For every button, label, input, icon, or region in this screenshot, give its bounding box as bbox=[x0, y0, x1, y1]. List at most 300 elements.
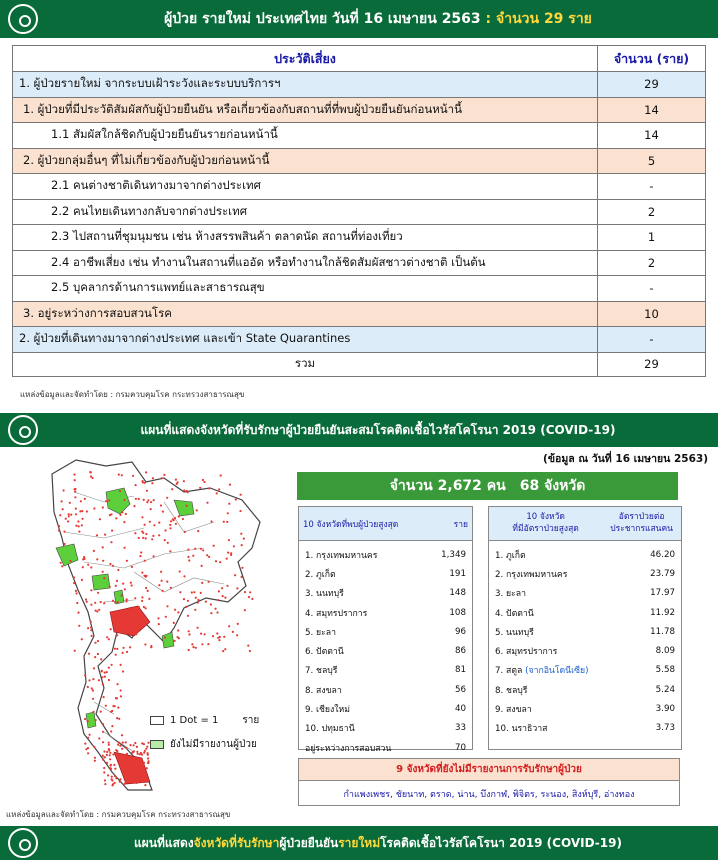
case-dot bbox=[89, 734, 91, 736]
case-dot bbox=[132, 622, 134, 624]
case-dot bbox=[145, 537, 147, 539]
case-dot bbox=[93, 550, 95, 552]
list-item bbox=[305, 641, 466, 660]
case-dot bbox=[135, 633, 137, 635]
total-label: รวม bbox=[13, 352, 598, 376]
case-dot bbox=[162, 590, 164, 592]
case-dot bbox=[113, 764, 115, 766]
case-dot bbox=[93, 507, 95, 509]
case-dot bbox=[92, 689, 94, 691]
footer-part4: รายใหม่ bbox=[338, 835, 381, 850]
legend-dot-unit: ราย bbox=[242, 715, 260, 726]
case-dot bbox=[76, 592, 78, 594]
list-item bbox=[495, 564, 675, 583]
list-item-name: 7. ชลบุรี bbox=[305, 666, 338, 677]
case-dot bbox=[97, 653, 99, 655]
case-dot bbox=[153, 524, 155, 526]
row-label: 2.2 คนไทยเดินทางกลับจากต่างประเทศ bbox=[13, 199, 598, 225]
row-value: - bbox=[598, 327, 706, 353]
case-dot bbox=[98, 737, 100, 739]
case-dot bbox=[216, 632, 218, 634]
case-dot bbox=[129, 646, 131, 648]
case-dot bbox=[172, 518, 174, 520]
case-dot bbox=[109, 563, 111, 565]
case-dot bbox=[123, 647, 125, 649]
case-dot bbox=[129, 775, 131, 777]
case-dot bbox=[102, 506, 104, 508]
case-dot bbox=[197, 530, 199, 532]
case-dot bbox=[120, 664, 122, 666]
case-dot bbox=[104, 676, 106, 678]
case-dot bbox=[87, 564, 89, 566]
case-dot bbox=[162, 511, 164, 513]
case-dot bbox=[201, 643, 203, 645]
case-dot bbox=[195, 597, 197, 599]
total-row bbox=[13, 352, 706, 376]
case-dot bbox=[106, 754, 108, 756]
legend-green-label: ยังไม่มีรายงานผู้ป่วย bbox=[170, 739, 257, 750]
case-dot bbox=[87, 737, 89, 739]
case-dot bbox=[78, 525, 80, 527]
table-row bbox=[13, 97, 706, 123]
case-dot bbox=[145, 748, 147, 750]
row-label: 2. ผู้ป่วยกลุ่มอื่นๆ ที่ไม่เกี่ยวข้องกับผู้ป่วยก่อนหน้านี้ bbox=[13, 148, 598, 174]
case-dot bbox=[134, 742, 136, 744]
case-dot bbox=[102, 759, 104, 761]
case-dot bbox=[203, 481, 205, 483]
list-item-name: 2. ภูเก็ต bbox=[305, 569, 336, 580]
case-dot bbox=[114, 601, 116, 603]
case-dot bbox=[177, 611, 179, 613]
case-dot bbox=[110, 541, 112, 543]
case-dot bbox=[100, 711, 102, 713]
case-dot bbox=[188, 559, 190, 561]
missing-provinces-title: 9 จังหวัดที่ยังไม่มีรายงานการรับรักษาผู้ป่วย bbox=[299, 759, 679, 781]
case-dot bbox=[118, 718, 120, 720]
case-dot bbox=[177, 629, 179, 631]
case-dot bbox=[200, 592, 202, 594]
case-dot bbox=[170, 587, 172, 589]
list-item bbox=[495, 661, 675, 680]
case-dot bbox=[98, 679, 100, 681]
case-dot bbox=[150, 646, 152, 648]
case-dot bbox=[112, 600, 114, 602]
case-dot bbox=[134, 597, 136, 599]
row-label: 1.1 สัมผัสใกล้ชิดกับผู้ป่วยยืนยันรายก่อนหน้านี้ bbox=[13, 123, 598, 149]
list-item-name: 7. สตูล (จากอินโดนีเซีย) bbox=[495, 666, 589, 677]
case-dot bbox=[106, 762, 108, 764]
case-dot bbox=[132, 475, 134, 477]
case-dot bbox=[146, 767, 148, 769]
case-dot bbox=[195, 647, 197, 649]
top-rates-header-unit-2: ประชากรแสนคน bbox=[610, 523, 673, 534]
case-dot bbox=[90, 471, 92, 473]
list-item-value: 191 bbox=[449, 568, 466, 579]
legend-dot-swatch bbox=[150, 716, 164, 725]
footer-band bbox=[0, 826, 718, 860]
case-dot bbox=[241, 567, 243, 569]
missing-provinces-list: กำแพงเพชร, ชัยนาท, ตราด, น่าน, บึงกาฬ, พิจิตร, ระนอง, สิงห์บุรี, อ่างทอง bbox=[343, 790, 635, 800]
case-dot bbox=[243, 538, 245, 540]
case-dot bbox=[64, 543, 66, 545]
row-label: 2. ผู้ป่วยที่เดินทางมาจากต่างประเทศ และเข้า State Quarantines bbox=[13, 327, 598, 353]
case-dot bbox=[147, 590, 149, 592]
case-dot bbox=[137, 615, 139, 617]
case-dot bbox=[96, 558, 98, 560]
case-dot bbox=[145, 575, 147, 577]
case-dot bbox=[204, 633, 206, 635]
case-dot bbox=[94, 760, 96, 762]
case-dot bbox=[90, 566, 92, 568]
case-dot bbox=[208, 581, 210, 583]
case-dot bbox=[117, 601, 119, 603]
case-dot bbox=[124, 547, 126, 549]
map-source: แหล่งข้อมูลและจัดทำโดย : กรมควบคุมโรค กระทรวงสาธารณสุข bbox=[6, 810, 231, 819]
case-dot bbox=[123, 521, 125, 523]
case-dot bbox=[221, 587, 223, 589]
case-dot bbox=[87, 627, 89, 629]
case-dot bbox=[215, 560, 217, 562]
case-dot bbox=[142, 537, 144, 539]
case-dot bbox=[92, 698, 94, 700]
case-dot bbox=[191, 591, 193, 593]
case-dot bbox=[61, 500, 63, 502]
case-dot bbox=[151, 482, 153, 484]
case-dot bbox=[115, 517, 117, 519]
case-dot bbox=[228, 625, 230, 627]
case-dot bbox=[117, 744, 119, 746]
case-dot bbox=[114, 768, 116, 770]
case-dot bbox=[74, 650, 76, 652]
list-item bbox=[305, 719, 466, 738]
case-dot bbox=[96, 534, 98, 536]
case-dot bbox=[125, 741, 127, 743]
total-cases-box bbox=[297, 472, 678, 500]
list-item-value: 8.09 bbox=[655, 646, 675, 657]
case-dot bbox=[202, 479, 204, 481]
case-dot bbox=[227, 552, 229, 554]
case-dot bbox=[131, 584, 133, 586]
case-dot bbox=[109, 752, 111, 754]
case-dot bbox=[226, 558, 228, 560]
row-value: 1 bbox=[598, 225, 706, 251]
case-dot bbox=[171, 488, 173, 490]
case-dot bbox=[111, 664, 113, 666]
case-dot bbox=[191, 643, 193, 645]
case-dot bbox=[135, 498, 137, 500]
case-dot bbox=[116, 648, 118, 650]
case-dot bbox=[121, 765, 123, 767]
case-dot bbox=[175, 523, 177, 525]
case-dot bbox=[125, 513, 127, 515]
case-dot bbox=[108, 638, 110, 640]
case-dot bbox=[247, 645, 249, 647]
case-dot bbox=[127, 779, 129, 781]
table-row bbox=[13, 250, 706, 276]
case-dot bbox=[126, 560, 128, 562]
case-dot bbox=[93, 746, 95, 748]
case-dot bbox=[121, 748, 123, 750]
case-dot bbox=[151, 538, 153, 540]
case-dot bbox=[230, 554, 232, 556]
case-dot bbox=[165, 616, 167, 618]
list-item-name: 5. นนทบุรี bbox=[495, 627, 534, 638]
case-dot bbox=[217, 637, 219, 639]
case-dot bbox=[70, 514, 72, 516]
case-dot bbox=[138, 771, 140, 773]
case-dot bbox=[94, 757, 96, 759]
case-dot bbox=[218, 639, 220, 641]
case-dot bbox=[121, 734, 123, 736]
case-dot bbox=[119, 745, 121, 747]
case-dot bbox=[170, 527, 172, 529]
case-dot bbox=[88, 653, 90, 655]
case-dot bbox=[115, 777, 117, 779]
list-item bbox=[495, 584, 675, 603]
case-dot bbox=[200, 633, 202, 635]
case-dot bbox=[130, 610, 132, 612]
list-item-name: 4. ปัตตานี bbox=[495, 608, 534, 619]
case-dot bbox=[222, 595, 224, 597]
case-dot bbox=[115, 654, 117, 656]
case-dot bbox=[80, 500, 82, 502]
case-dot bbox=[110, 711, 112, 713]
footer-part3: ผู้ป่วยยืนยัน bbox=[279, 835, 339, 850]
case-dot bbox=[133, 744, 135, 746]
case-dot bbox=[241, 576, 243, 578]
list-item bbox=[495, 719, 675, 738]
case-dot bbox=[183, 489, 185, 491]
table-row bbox=[13, 301, 706, 327]
case-dot bbox=[102, 741, 104, 743]
list-item bbox=[305, 699, 466, 718]
list-item-name: 9. สงขลา bbox=[495, 705, 532, 716]
case-dot bbox=[179, 570, 181, 572]
case-dot bbox=[84, 674, 86, 676]
case-dot bbox=[60, 562, 62, 564]
case-dot bbox=[170, 520, 172, 522]
list-item bbox=[495, 641, 675, 660]
list-item-value: 5.24 bbox=[655, 684, 675, 695]
case-dot bbox=[73, 582, 75, 584]
case-dot bbox=[90, 475, 92, 477]
case-dot bbox=[212, 635, 214, 637]
list-item bbox=[495, 622, 675, 641]
list-item-name: 1. กรุงเทพมหานคร bbox=[305, 550, 378, 561]
list-item-value: 148 bbox=[449, 588, 466, 599]
list-item-name: 9. เชียงใหม่ bbox=[305, 705, 350, 716]
case-dot bbox=[69, 560, 71, 562]
top-rates-header-unit-1: อัตราป่วยต่อ bbox=[618, 511, 665, 522]
case-dot bbox=[67, 520, 69, 522]
case-dot bbox=[178, 515, 180, 517]
case-dot bbox=[111, 725, 113, 727]
case-dot bbox=[144, 643, 146, 645]
row-label: 2.3 ไปสถานที่ชุมนุมชน เช่น ห้างสรรพสินค้า ตลาดนัด สถานที่ท่องเที่ยว bbox=[13, 225, 598, 251]
list-item-value: 81 bbox=[454, 665, 466, 676]
top-cases-header bbox=[299, 507, 472, 541]
case-dot bbox=[129, 744, 131, 746]
case-dot bbox=[244, 591, 246, 593]
case-dot bbox=[133, 505, 135, 507]
case-dot bbox=[157, 617, 159, 619]
case-dot bbox=[218, 488, 220, 490]
case-dot bbox=[141, 530, 143, 532]
list-item-value: 40 bbox=[454, 704, 466, 715]
case-dot bbox=[108, 667, 110, 669]
case-dot bbox=[216, 492, 218, 494]
case-dot bbox=[149, 521, 151, 523]
case-dot bbox=[116, 634, 118, 636]
case-dot bbox=[109, 758, 111, 760]
case-dot bbox=[109, 764, 111, 766]
case-dot bbox=[74, 491, 76, 493]
list-item bbox=[305, 738, 466, 757]
case-dot bbox=[220, 474, 222, 476]
case-dot bbox=[88, 679, 90, 681]
case-dot bbox=[87, 747, 89, 749]
row-label: 1. ผู้ป่วยที่มีประวัติสัมผัสกับผู้ป่วยยืนยัน หรือเกี่ยวข้องกับสถานที่ที่พบผู้ป่วยยืนยันก่อนหน้านี้ bbox=[13, 97, 598, 123]
case-dot bbox=[201, 565, 203, 567]
case-dot bbox=[86, 601, 88, 603]
case-dot bbox=[102, 546, 104, 548]
case-dot bbox=[142, 481, 144, 483]
case-dot bbox=[91, 635, 93, 637]
case-dot bbox=[90, 626, 92, 628]
case-dot bbox=[103, 771, 105, 773]
case-dot bbox=[58, 525, 60, 527]
top-rates-panel bbox=[488, 506, 682, 750]
list-item bbox=[305, 680, 466, 699]
case-dot bbox=[90, 621, 92, 623]
case-dot bbox=[161, 477, 163, 479]
case-dot bbox=[112, 753, 114, 755]
case-dot bbox=[112, 783, 114, 785]
case-dot bbox=[141, 596, 143, 598]
case-dot bbox=[146, 621, 148, 623]
case-dot bbox=[145, 471, 147, 473]
case-dot bbox=[120, 695, 122, 697]
case-dot bbox=[187, 491, 189, 493]
col-history-header: ประวัติเสี่ยง bbox=[13, 46, 598, 72]
case-dot bbox=[239, 510, 241, 512]
list-item-name: 8. สงขลา bbox=[305, 685, 342, 696]
case-dot bbox=[98, 609, 100, 611]
map-section-band bbox=[0, 413, 718, 447]
case-dot bbox=[236, 634, 238, 636]
case-dot bbox=[106, 636, 108, 638]
case-dot bbox=[102, 571, 104, 573]
list-item-value: 23.79 bbox=[650, 568, 675, 579]
case-dot bbox=[132, 751, 134, 753]
case-dot bbox=[125, 781, 127, 783]
legend-green-swatch bbox=[150, 740, 164, 749]
ddc-logo-icon bbox=[8, 415, 38, 445]
case-dot bbox=[193, 591, 195, 593]
legend-green bbox=[150, 737, 257, 752]
case-dot bbox=[251, 598, 253, 600]
case-dot bbox=[166, 605, 168, 607]
case-dot bbox=[114, 775, 116, 777]
case-dot bbox=[94, 656, 96, 658]
case-dot bbox=[108, 499, 110, 501]
case-dot bbox=[75, 508, 77, 510]
green-province-south bbox=[86, 712, 96, 728]
case-dot bbox=[102, 683, 104, 685]
case-dot bbox=[111, 779, 113, 781]
case-dot bbox=[65, 518, 67, 520]
case-dot bbox=[100, 658, 102, 660]
case-dot bbox=[201, 582, 203, 584]
case-dot bbox=[205, 601, 207, 603]
case-dot bbox=[81, 579, 83, 581]
case-dot bbox=[237, 623, 239, 625]
list-item-name: 3. ยะลา bbox=[495, 589, 527, 600]
row-value: 10 bbox=[598, 301, 706, 327]
case-dot bbox=[145, 533, 147, 535]
case-dot bbox=[87, 720, 89, 722]
ddc-logo-icon bbox=[8, 828, 38, 858]
case-dot bbox=[158, 623, 160, 625]
case-dot bbox=[158, 534, 160, 536]
case-dot bbox=[141, 572, 143, 574]
list-item-name: 4. สมุทรปราการ bbox=[305, 608, 368, 619]
case-dot bbox=[117, 683, 119, 685]
case-dot bbox=[118, 474, 120, 476]
case-dot bbox=[187, 615, 189, 617]
list-item-name: อยู่ระหว่างการสอบสวน bbox=[305, 743, 392, 754]
row-label: 2.4 อาชีพเสี่ยง เช่น ทำงานในสถานที่แออัด หรือทำงานใกล้ชิดสัมผัสชาวต่างชาติ เป็นต้น bbox=[13, 250, 598, 276]
case-dot bbox=[187, 549, 189, 551]
case-dot bbox=[235, 498, 237, 500]
case-dot bbox=[110, 628, 112, 630]
case-dot bbox=[196, 509, 198, 511]
case-dot bbox=[223, 636, 225, 638]
case-dot bbox=[146, 501, 148, 503]
case-dot bbox=[164, 539, 166, 541]
case-dot bbox=[74, 496, 76, 498]
case-dot bbox=[58, 529, 60, 531]
case-dot bbox=[119, 781, 121, 783]
list-item bbox=[495, 603, 675, 622]
risk-history-table bbox=[12, 45, 706, 377]
case-dot bbox=[207, 643, 209, 645]
case-dot bbox=[169, 550, 171, 552]
case-dot bbox=[112, 565, 114, 567]
case-dot bbox=[130, 582, 132, 584]
case-dot bbox=[118, 620, 120, 622]
list-item-name: 8. ชลบุรี bbox=[495, 685, 528, 696]
case-dot bbox=[240, 494, 242, 496]
list-item bbox=[305, 661, 466, 680]
case-dot bbox=[110, 730, 112, 732]
list-item-name: 6. สมุทรปราการ bbox=[495, 647, 558, 658]
case-dot bbox=[145, 607, 147, 609]
case-dot bbox=[177, 636, 179, 638]
case-dot bbox=[233, 545, 235, 547]
header-count: : จำนวน 29 ราย bbox=[485, 11, 592, 27]
case-dot bbox=[134, 532, 136, 534]
case-dot bbox=[210, 603, 212, 605]
case-dot bbox=[84, 718, 86, 720]
case-dot bbox=[169, 524, 171, 526]
footer-part5: โรคติดเชื้อไวรัสโคโรนา 2019 (COVID-19) bbox=[380, 835, 622, 850]
case-dot bbox=[117, 569, 119, 571]
case-dot bbox=[143, 575, 145, 577]
case-dot bbox=[81, 524, 83, 526]
list-item-note: (จากอินโดนีเซีย) bbox=[522, 666, 589, 677]
case-dot bbox=[139, 766, 141, 768]
